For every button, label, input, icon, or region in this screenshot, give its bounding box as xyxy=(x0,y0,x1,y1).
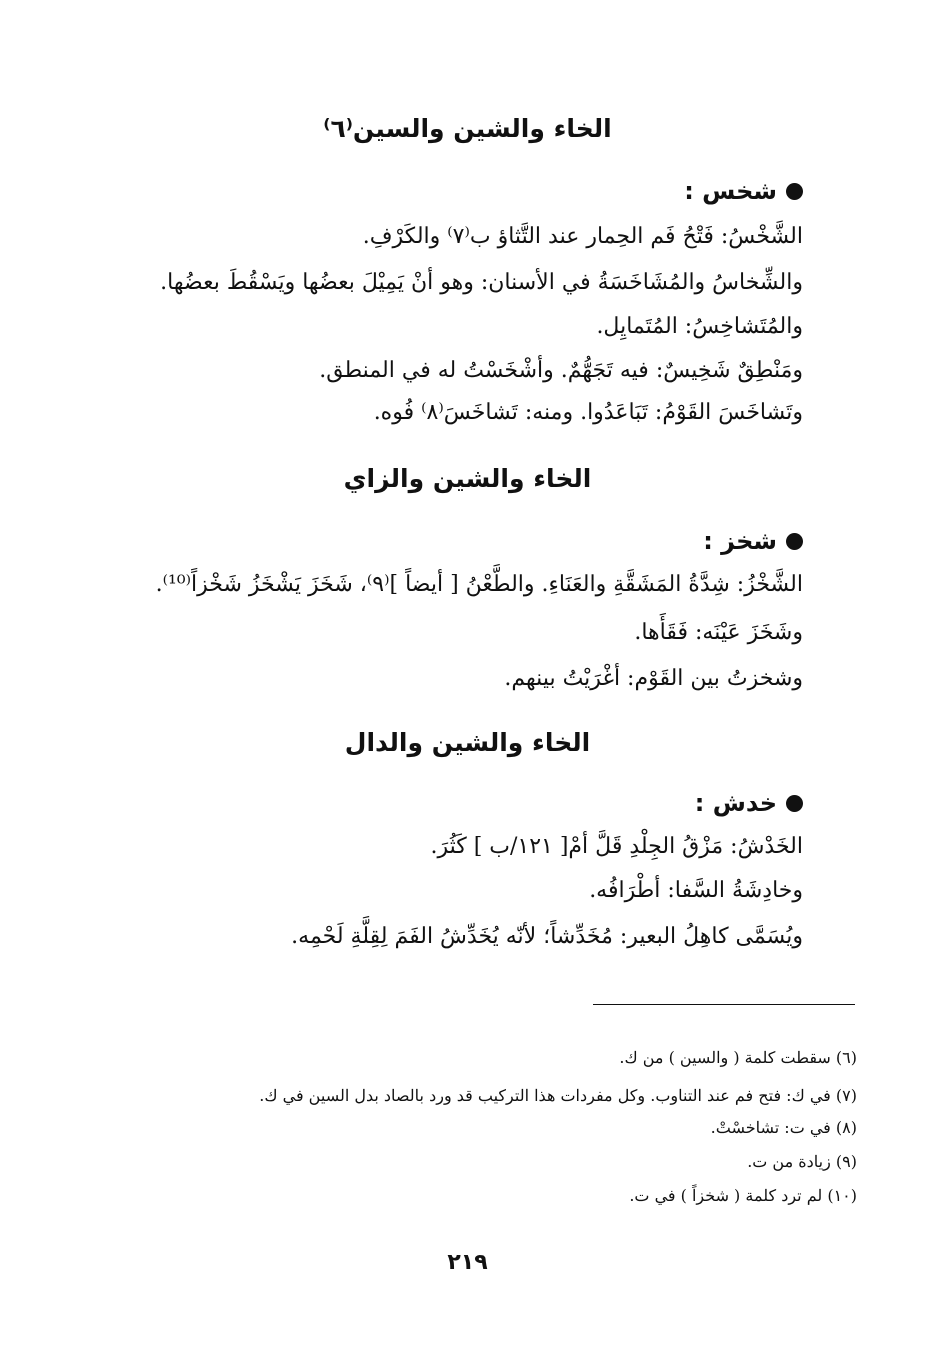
footnote-divider xyxy=(593,1004,855,1005)
bullet-icon xyxy=(786,795,803,812)
entry-head-shakhaz xyxy=(703,524,803,558)
text-line: والشِّخاسُ والمُشَاخَسَةُ في الأسنان: وهو أنْ يَمِيْلَ بعضُها ويَسْقُطَ بعضُها. xyxy=(160,270,803,295)
footnote: (٧) في ك: فتح فم عند التناوب. وكل مفردات هذا التركيب قد ورد بالصاد بدل السين في ك. xyxy=(259,1086,857,1105)
entry-head-label: شخس : xyxy=(684,177,777,205)
entry-head-label: شخز : xyxy=(703,527,777,555)
text-line: ويُسَمَّى كاهِلُ البعير: مُخَدِّشاً؛ لأنّه يُخَدِّشُ الفَمَ لِقِلَّةِ لَحْمِه. xyxy=(291,924,803,949)
entry-head-khadash xyxy=(695,786,803,820)
section-title-khashdal: الخاء والشين والدال xyxy=(344,728,591,757)
bullet-icon xyxy=(786,183,803,200)
text-line: وتَشاخَسَ القَوْمُ: تَبَاعَدُوا. ومنه: تَشاخَسَ⁽٨⁾ فُوه. xyxy=(373,400,803,425)
entry-head-label: خدش : xyxy=(694,789,777,817)
text-line: والمُتَشاخِسُ: المُتَمايِل. xyxy=(596,314,803,339)
text-line: الشَّخْسُ: فَتْحُ فَم الحِمار عند التَّثاؤ ب⁽٧⁾ والكَرْفِ. xyxy=(362,224,803,249)
text-line: ومَنْطِقٌ شَخِيسٌ: فيه تَجَهُّمٌ. وأشْخَسْتُ له في المنطق. xyxy=(319,358,803,383)
entry-head-shakhas xyxy=(684,174,803,208)
text-line: الخَدْشُ: مَزْقُ الجِلْدِ قَلَّ أمْ[ ١٢١/ب ] كَثُرَ. xyxy=(430,834,803,859)
footnote: (٨) في ت: تشاخسْتْ. xyxy=(710,1118,857,1137)
text-line: الشَّخْزُ: شِدَّةُ المَشَقَّةِ والعَنَاءِ. والطَّعْنُ [ أيضاً ]⁽٩⁾، شَخَزَ يَشْخَزُ شَخْزاً⁽¹⁰⁾. xyxy=(155,572,803,597)
footnote: (٦) سقطت كلمة ( والسين ) من ك. xyxy=(619,1048,857,1067)
footnote: (٩) زيادة من ت. xyxy=(747,1152,857,1171)
page-number: ٢١٩ xyxy=(447,1250,488,1275)
bullet-icon xyxy=(786,533,803,550)
section-title-khashzay: الخاء والشين والزاي xyxy=(343,464,592,493)
text-line: وشَخَزَ عَيْنَه: فَقَأَها. xyxy=(634,620,803,645)
footnote: (١٠) لم ترد كلمة ( شخزاً ) في ت. xyxy=(629,1186,857,1205)
text-line: وشخزتُ بين القَوْم: أغْرَيْتُ بينهم. xyxy=(504,666,803,691)
text-line: وخادِشَةُ السَّفا: أطْرَافُه. xyxy=(589,878,803,903)
section-title-khashsin: الخاء والشين والسين⁽٦⁾ xyxy=(323,114,612,143)
